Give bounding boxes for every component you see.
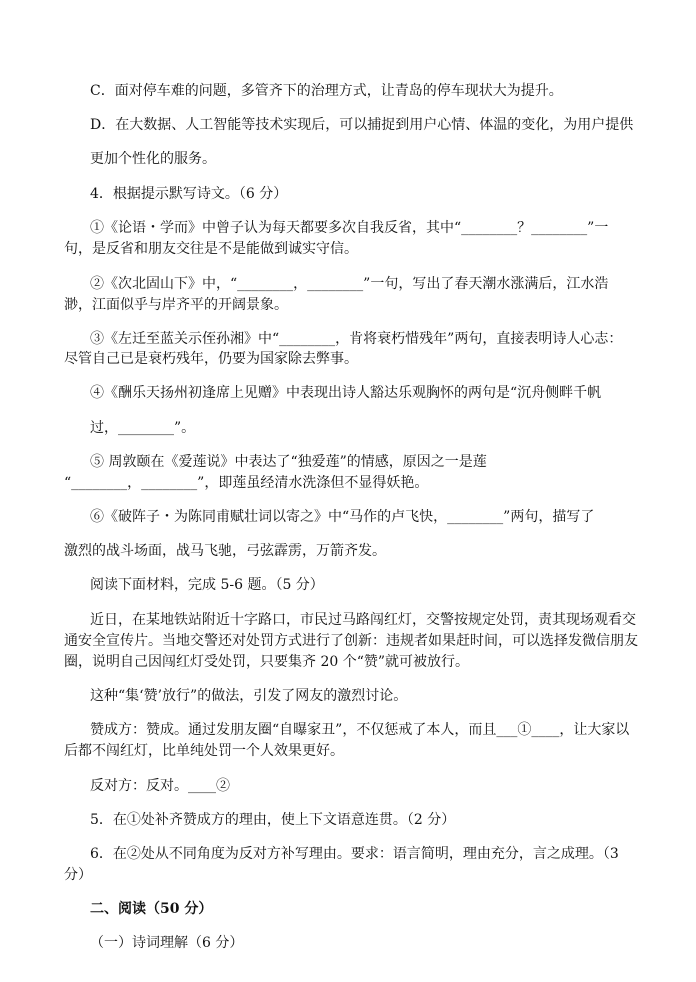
section-reading-heading: 二、阅读（50 分） <box>90 901 213 917</box>
discussion-line: 这种“集‘赞’放行”的做法，引发了网友的激烈讨论。 <box>90 688 408 704</box>
poem-item-2-continued: 渺，江面似乎与岸齐平的开阔景象。 <box>64 297 288 313</box>
question-6: 6．在②处从不同角度为反对方补写理由。要求：语言简明，理由充分，言之成理。（3 <box>90 846 619 862</box>
option-c-line: C．面对停车难的问题，多管齐下的治理方式，让青岛的停车现状大为提升。 <box>90 83 563 99</box>
reading-5-6-heading: 阅读下面材料，完成 5-6 题。（5 分） <box>90 577 324 593</box>
question-4-heading: 4．根据提示默写诗文。（6 分） <box>90 186 288 202</box>
poem-item-6: ⑥《破阵子・为陈同甫赋壮词以寄之》中“马作的卢飞快，________”两句，描写了 <box>90 509 595 525</box>
option-d-line: D．在大数据、人工智能等技术实现后，可以捕捉到用户心情、体温的变化，为用户提供 <box>90 117 634 133</box>
poem-item-3-continued: 尽管自己已是衰朽残年，仍要为国家除去弊事。 <box>64 351 358 367</box>
material-paragraph-line-3: 圈，说明自己因闯红灯受处罚，只要集齐 20 个“赞”就可被放行。 <box>64 654 470 670</box>
poem-item-2: ②《次北固山下》中，“________，________”一句，写出了春天潮水涨满后，江水浩 <box>90 276 609 292</box>
question-5: 5．在①处补齐赞成方的理由，使上下文语意连贯。（2 分） <box>90 812 456 828</box>
material-paragraph-line-2: 通安全宣传片。当地交警还对处罚方式进行了创新：违规者如果赶时间，可以选择发微信朋友 <box>64 633 638 649</box>
supporting-side-line: 赞成方：赞成。通过发朋友圈“自曝家丑”，不仅惩戒了本人，而且___①____，让大家以 <box>90 722 630 738</box>
poem-item-5: ⑤ 周敦颐在《爱莲说》中表达了“独爱莲”的情感，原因之一是莲 <box>90 454 487 470</box>
poem-item-4: ④《酬乐天扬州初逢席上见赠》中表现出诗人豁达乐观胸怀的两句是“沉舟侧畔千帆 <box>90 385 602 401</box>
material-paragraph-line-1: 近日，在某地铁站附近十字路口，市民过马路闯红灯，交警按规定处罚，责其现场观看交 <box>90 612 636 628</box>
poem-item-4-continued: 过，________”。 <box>90 420 196 436</box>
poem-item-1: ①《论语・学而》中曾子认为每天都要多次自我反省，其中“________？________”一 <box>90 220 609 236</box>
poem-item-6-continued: 激烈的战斗场面，战马飞驰，弓弦霹雳，万箭齐发。 <box>64 543 386 559</box>
option-d-line-continued: 更加个性化的服务。 <box>90 151 216 167</box>
supporting-side-line-continued: 后都不闯红灯，比单纯处罚一个人效果更好。 <box>64 743 344 759</box>
poem-item-1-continued: 句，是反省和朋友交往是不是能做到诚实守信。 <box>64 241 358 257</box>
question-6-continued: 分） <box>64 867 92 883</box>
subsection-poetry-heading: （一）诗词理解（6 分） <box>90 935 244 951</box>
poem-item-5-continued: “________，________”，即莲虽经清水洗涤但不显得妖艳。 <box>64 475 429 491</box>
poem-item-3: ③《左迁至蓝关示侄孙湘》中“________，肯将衰朽惜残年”两句，直接表明诗人心志： <box>90 331 623 347</box>
opposing-side-line: 反对方：反对。____② <box>90 778 230 794</box>
